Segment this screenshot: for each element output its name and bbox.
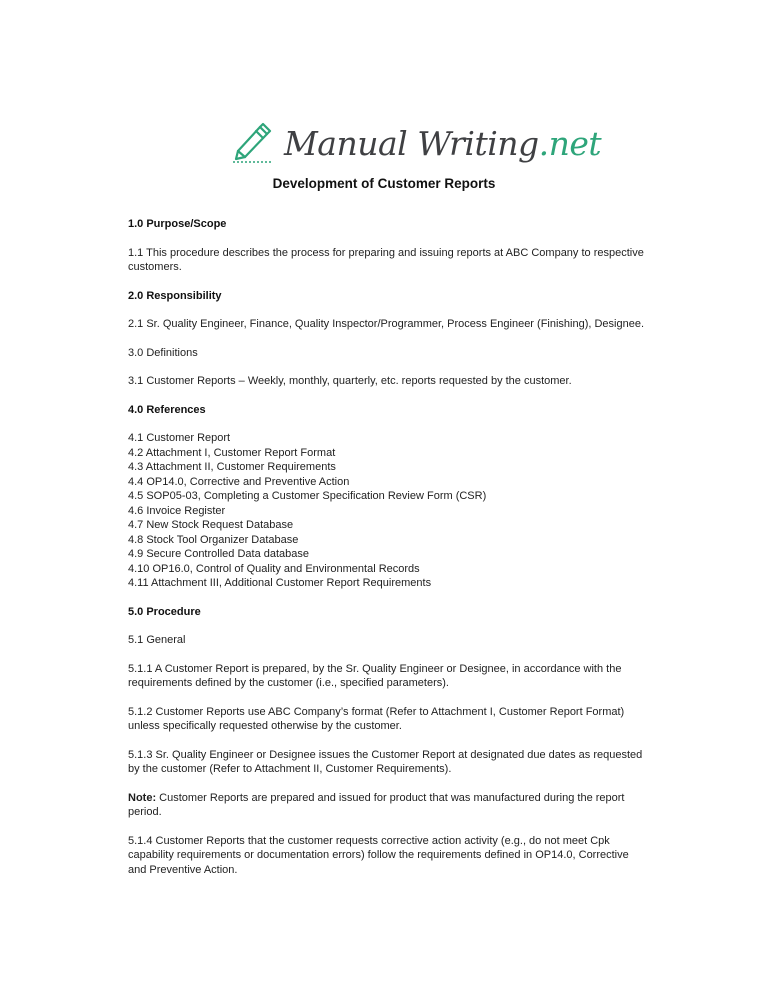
paragraph-1-1: 1.1 This procedure describes the process for preparing and issuing reports at ABC Company to respective customers. (128, 246, 644, 273)
section-heading-definitions: 3.0 Definitions (128, 346, 198, 359)
list-item: 4.6 Invoice Register (128, 504, 226, 517)
section-heading-responsibility: 2.0 Responsibility (128, 289, 222, 302)
note-text: Customer Reports are prepared and issued for product that was manufactured during the report period. (128, 791, 625, 818)
section-heading-procedure: 5.0 Procedure (128, 605, 201, 618)
paragraph-5-1-2: 5.1.2 Customer Reports use ABC Company’s format (Refer to Attachment I, Customer Report Format) unless specifically requested otherwise by the customer. (128, 705, 625, 732)
list-item: 4.1 Customer Report (128, 432, 231, 444)
list-item: 4.3 Attachment II, Customer Requirements (128, 461, 336, 473)
paragraph-3-1: 3.1 Customer Reports – Weekly, monthly, quarterly, etc. reports requested by the customer. (128, 375, 572, 387)
document-title: Development of Customer Reports (272, 176, 496, 191)
pencil-icon (230, 118, 278, 164)
paragraph-5-1-1: 5.1.1 A Customer Report is prepared, by the Sr. Quality Engineer or Designee, in accordance with the requirements defined by the customer (i.e., specified parameters). (128, 662, 622, 689)
references-list (128, 431, 648, 591)
document-body (128, 217, 648, 877)
list-item: 4.10 OP16.0, Control of Quality and Environmental Records (128, 562, 420, 575)
list-item: 4.11 Attachment III, Additional Customer Report Requirements (128, 577, 432, 589)
paragraph-5-1-4: 5.1.4 Customer Reports that the customer requests corrective action activity (e.g., do not meet Cpk capability requirements or documentation errors) follow the requirements defined in OP14.0, Corrective and Preventive Action. (128, 834, 629, 876)
list-item: 4.2 Attachment I, Customer Report Format (128, 446, 336, 459)
paragraph-2-1: 2.1 Sr. Quality Engineer, Finance, Quality Inspector/Programmer, Process Engineer (Finishing), Designee. (128, 318, 645, 330)
list-item: 4.8 Stock Tool Organizer Database (128, 533, 299, 546)
section-heading-purpose: 1.0 Purpose/Scope (128, 218, 227, 230)
list-item: 4.4 OP14.0, Corrective and Preventive Action (128, 475, 350, 488)
list-item: 4.9 Secure Controlled Data database (128, 548, 310, 560)
brand-logo (230, 108, 601, 164)
note-paragraph (128, 791, 648, 820)
list-item: 4.7 New Stock Request Database (128, 519, 294, 531)
brand-name (284, 124, 602, 163)
list-item: 4.5 SOP05-03, Completing a Customer Specification Review Form (CSR) (128, 490, 487, 502)
brand-tld: .net (538, 124, 602, 163)
note-label: Note: (128, 791, 157, 804)
subsection-general: 5.1 General (128, 634, 186, 646)
paragraph-5-1-3: 5.1.3 Sr. Quality Engineer or Designee issues the Customer Report at designated due dates as requested by the customer (Refer to Attachment II, Customer Requirements). (128, 748, 643, 775)
section-heading-references: 4.0 References (128, 403, 206, 416)
brand-name-main: Manual Writing (284, 124, 539, 163)
